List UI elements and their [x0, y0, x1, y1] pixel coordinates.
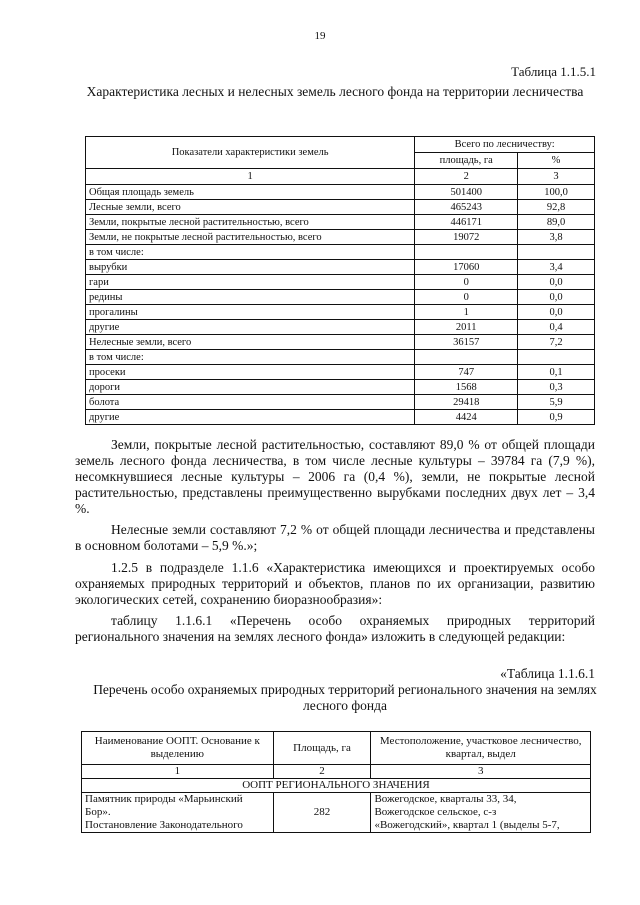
- cell-area: 1: [415, 305, 518, 320]
- paragraph-forest-cover: Земли, покрытые лесной растительностью, составляют 89,0 % от общей площади земель лесного фонда лесничества, в том числе лесные культуры – 39784 га (7,9 %), несомкнувшиеся лесные культуры – 2006 га (0,4 %), земли, не покрытые лесной растительностью, представлены преимущественно вырубками последних двух лет – 3,4 %.: [75, 437, 595, 516]
- cell-pct: 5,9: [518, 395, 595, 410]
- cell-area: 501400: [415, 185, 518, 200]
- cell-area: 17060: [415, 260, 518, 275]
- oopt-area-cell: 282: [273, 793, 371, 833]
- table-row: [86, 380, 595, 395]
- cell-pct: 0,9: [518, 410, 595, 425]
- col-number: 1: [86, 169, 415, 185]
- table-row: [86, 200, 595, 215]
- col-number: 2: [415, 169, 518, 185]
- cell-name: вырубки: [86, 260, 415, 275]
- oopt-location-line: «Вожегодский», квартал 1 (выделы 5-7,: [374, 819, 560, 831]
- col-number: 2: [273, 765, 371, 779]
- table2-title: Перечень особо охраняемых природных территорий регионального значения на землях лесного фонда: [93, 682, 597, 713]
- cell-area: 4424: [415, 410, 518, 425]
- cell-area: 0: [415, 290, 518, 305]
- cell-area: 465243: [415, 200, 518, 215]
- cell-name: в том числе:: [86, 350, 415, 365]
- header-location: Местоположение, участковое лесничество, квартал, выдел: [371, 732, 591, 765]
- table-row: [86, 410, 595, 425]
- cell-pct: 0,4: [518, 320, 595, 335]
- table-row: [86, 290, 595, 305]
- cell-pct: 0,3: [518, 380, 595, 395]
- cell-area: 29418: [415, 395, 518, 410]
- col-number: 3: [371, 765, 591, 779]
- table-row: [86, 215, 595, 230]
- cell-name: другие: [86, 320, 415, 335]
- table-row: [86, 365, 595, 380]
- land-characteristics-table: [85, 136, 595, 425]
- cell-area: 19072: [415, 230, 518, 245]
- cell-name: Общая площадь земель: [86, 185, 415, 200]
- cell-area: 0: [415, 275, 518, 290]
- cell-pct: 0,0: [518, 305, 595, 320]
- cell-name: в том числе:: [86, 245, 415, 260]
- oopt-name-line: Бор».: [85, 806, 111, 818]
- cell-name: Земли, покрытые лесной растительностью, всего: [86, 215, 415, 230]
- protected-areas-table: [81, 731, 591, 833]
- cell-pct: 0,0: [518, 275, 595, 290]
- table-label: Таблица 1.1.5.1: [511, 64, 596, 79]
- cell-name: Нелесные земли, всего: [86, 335, 415, 350]
- header-percent: %: [518, 153, 595, 169]
- oopt-location-cell: [371, 793, 591, 833]
- cell-name: Земли, не покрытые лесной растительностью, всего: [86, 230, 415, 245]
- cell-pct: 100,0: [518, 185, 595, 200]
- oopt-name-cell: [82, 793, 274, 833]
- cell-area: 747: [415, 365, 518, 380]
- cell-name: просеки: [86, 365, 415, 380]
- oopt-name-line: Постановление Законодательного: [85, 819, 243, 831]
- cell-area: 36157: [415, 335, 518, 350]
- table-row: [86, 230, 595, 245]
- table-title: Характеристика лесных и нелесных земель лесного фонда на территории лесничества: [86, 84, 584, 99]
- col-number: 3: [518, 169, 595, 185]
- cell-pct: 7,2: [518, 335, 595, 350]
- cell-name: дороги: [86, 380, 415, 395]
- table-row: [86, 260, 595, 275]
- cell-area: 1568: [415, 380, 518, 395]
- cell-pct: 3,8: [518, 230, 595, 245]
- col-number: 1: [82, 765, 274, 779]
- table-row: [86, 320, 595, 335]
- table-row: [86, 335, 595, 350]
- cell-name: болота: [86, 395, 415, 410]
- cell-area: 2011: [415, 320, 518, 335]
- header-indicators: Показатели характеристики земель: [86, 137, 415, 169]
- cell-area: 446171: [415, 215, 518, 230]
- cell-pct: 0,1: [518, 365, 595, 380]
- oopt-name-line: Памятник природы «Марьинский: [85, 793, 243, 805]
- cell-pct: 92,8: [518, 200, 595, 215]
- paragraph-nonforest: Нелесные земли составляют 7,2 % от общей площади лесничества и представлены в основном болотами – 5,9 %.»;: [75, 522, 595, 553]
- cell-name: другие: [86, 410, 415, 425]
- cell-name: гари: [86, 275, 415, 290]
- cell-pct: [518, 245, 595, 260]
- cell-name: Лесные земли, всего: [86, 200, 415, 215]
- header-total-group: Всего по лесничеству:: [415, 137, 595, 153]
- header-area: Площадь, га: [273, 732, 371, 765]
- section-header: ООПТ РЕГИОНАЛЬНОГО ЗНАЧЕНИЯ: [82, 779, 591, 793]
- table-row: [86, 305, 595, 320]
- page-number: 19: [314, 30, 326, 42]
- table-row: [86, 245, 595, 260]
- table-row: [86, 395, 595, 410]
- cell-name: редины: [86, 290, 415, 305]
- header-area: площадь, га: [415, 153, 518, 169]
- paragraph-table-edit: таблицу 1.1.6.1 «Перечень особо охраняемых природных территорий регионального значения на землях лесного фонда» изложить в следующей редакции:: [75, 613, 595, 644]
- oopt-location-line: Вожегодское, кварталы 33, 34,: [374, 793, 517, 805]
- table-row: [82, 793, 591, 833]
- cell-pct: 3,4: [518, 260, 595, 275]
- paragraph-subsection-1-1-6: 1.2.5 в подразделе 1.1.6 «Характеристика имеющихся и проектируемых особо охраняемых природных территорий и объектов, планов по их организации, развитию экологических сетей, сохранению биоразнообразия»:: [75, 560, 595, 607]
- cell-pct: [518, 350, 595, 365]
- cell-area: [415, 350, 518, 365]
- table-row: [86, 275, 595, 290]
- table-row: [86, 185, 595, 200]
- cell-area: [415, 245, 518, 260]
- table-row: [86, 350, 595, 365]
- cell-name: прогалины: [86, 305, 415, 320]
- table2-label: «Таблица 1.1.6.1: [500, 666, 595, 681]
- header-oopt-name: Наименование ООПТ. Основание к выделению: [82, 732, 274, 765]
- cell-pct: 0,0: [518, 290, 595, 305]
- cell-pct: 89,0: [518, 215, 595, 230]
- oopt-location-line: Вожегодское сельское, с-з: [374, 806, 497, 818]
